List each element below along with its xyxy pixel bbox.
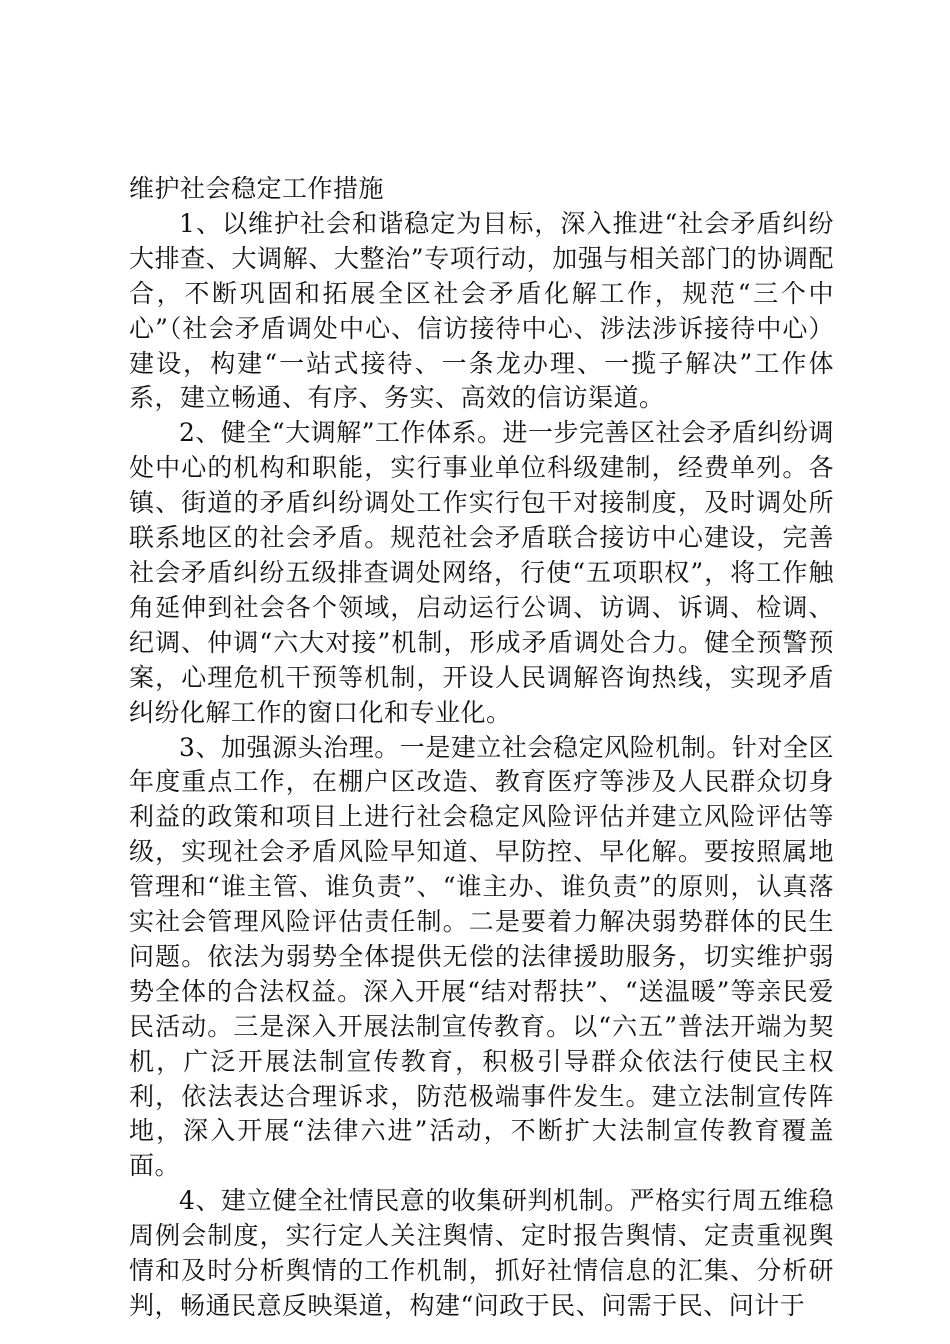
paragraph-1: 1、以维护社会和谐稳定为目标，深入推进“社会矛盾纠纷大排查、大调解、大整治”专项行动，加强与相关部门的协调配合，不断巩固和拓展全区社会矛盾化解工作，规范“三个中心”（社会矛盾调处中心、信访接待中心、涉法涉诉接待中心）建设，构建“一站式接待、一条龙办理、一揽子解决”工作体系，建立畅通、有序、务实、高效的信访渠道。 [129,208,834,413]
paragraph-4: 4、建立健全社情民意的收集研判机制。严格实行周五维稳周例会制度，实行定人关注舆情、定时报告舆情、定责重视舆情和及时分析舆情的工作机制，抓好社情信息的汇集、分析研判，畅通民意反映渠道，构建“问政于民、问需于民、问计于 [129,1186,834,1320]
paragraph-3: 3、加强源头治理。一是建立社会稳定风险机制。针对全区年度重点工作，在棚户区改造、教育医疗等涉及人民群众切身利益的政策和项目上进行社会稳定风险评估并建立风险评估等级，实现社会矛盾风险早知道、早防控、早化解。要按照属地管理和“谁主管、谁负责”、“谁主办、谁负责”的原则，认真落实社会管理风险评估责任制。二是要着力解决弱势群体的民生问题。依法为弱势全体提供无偿的法律援助服务，切实维护弱势全体的合法权益。深入开展“结对帮扶”、“送温暖”等亲民爱民活动。三是深入开展法制宣传教育。以“六五”普法开端为契机，广泛开展法制宣传教育，积极引导群众依法行使民主权利，依法表达合理诉求，防范极端事件发生。建立法制宣传阵地，深入开展“法律六进”活动，不断扩大法制宣传教育覆盖面。 [129,732,834,1181]
document-title: 维护社会稳定工作措施 [129,174,385,203]
document-body [129,172,834,1324]
paragraph-2: 2、健全“大调解”工作体系。进一步完善区社会矛盾纠纷调处中心的机构和职能，实行事业单位科级建制，经费单列。各镇、街道的矛盾纠纷调处工作实行包干对接制度，及时调处所联系地区的社会矛盾。规范社会矛盾联合接访中心建设，完善社会矛盾纠纷五级排查调处网络，行使“五项职权”，将工作触角延伸到社会各个领域，启动运行公调、访调、诉调、检调、纪调、仲调“六大对接”机制，形成矛盾调处合力。健全预警预案，心理危机干预等机制，开设人民调解咨询热线，实现矛盾纠纷化解工作的窗口化和专业化。 [129,418,834,727]
